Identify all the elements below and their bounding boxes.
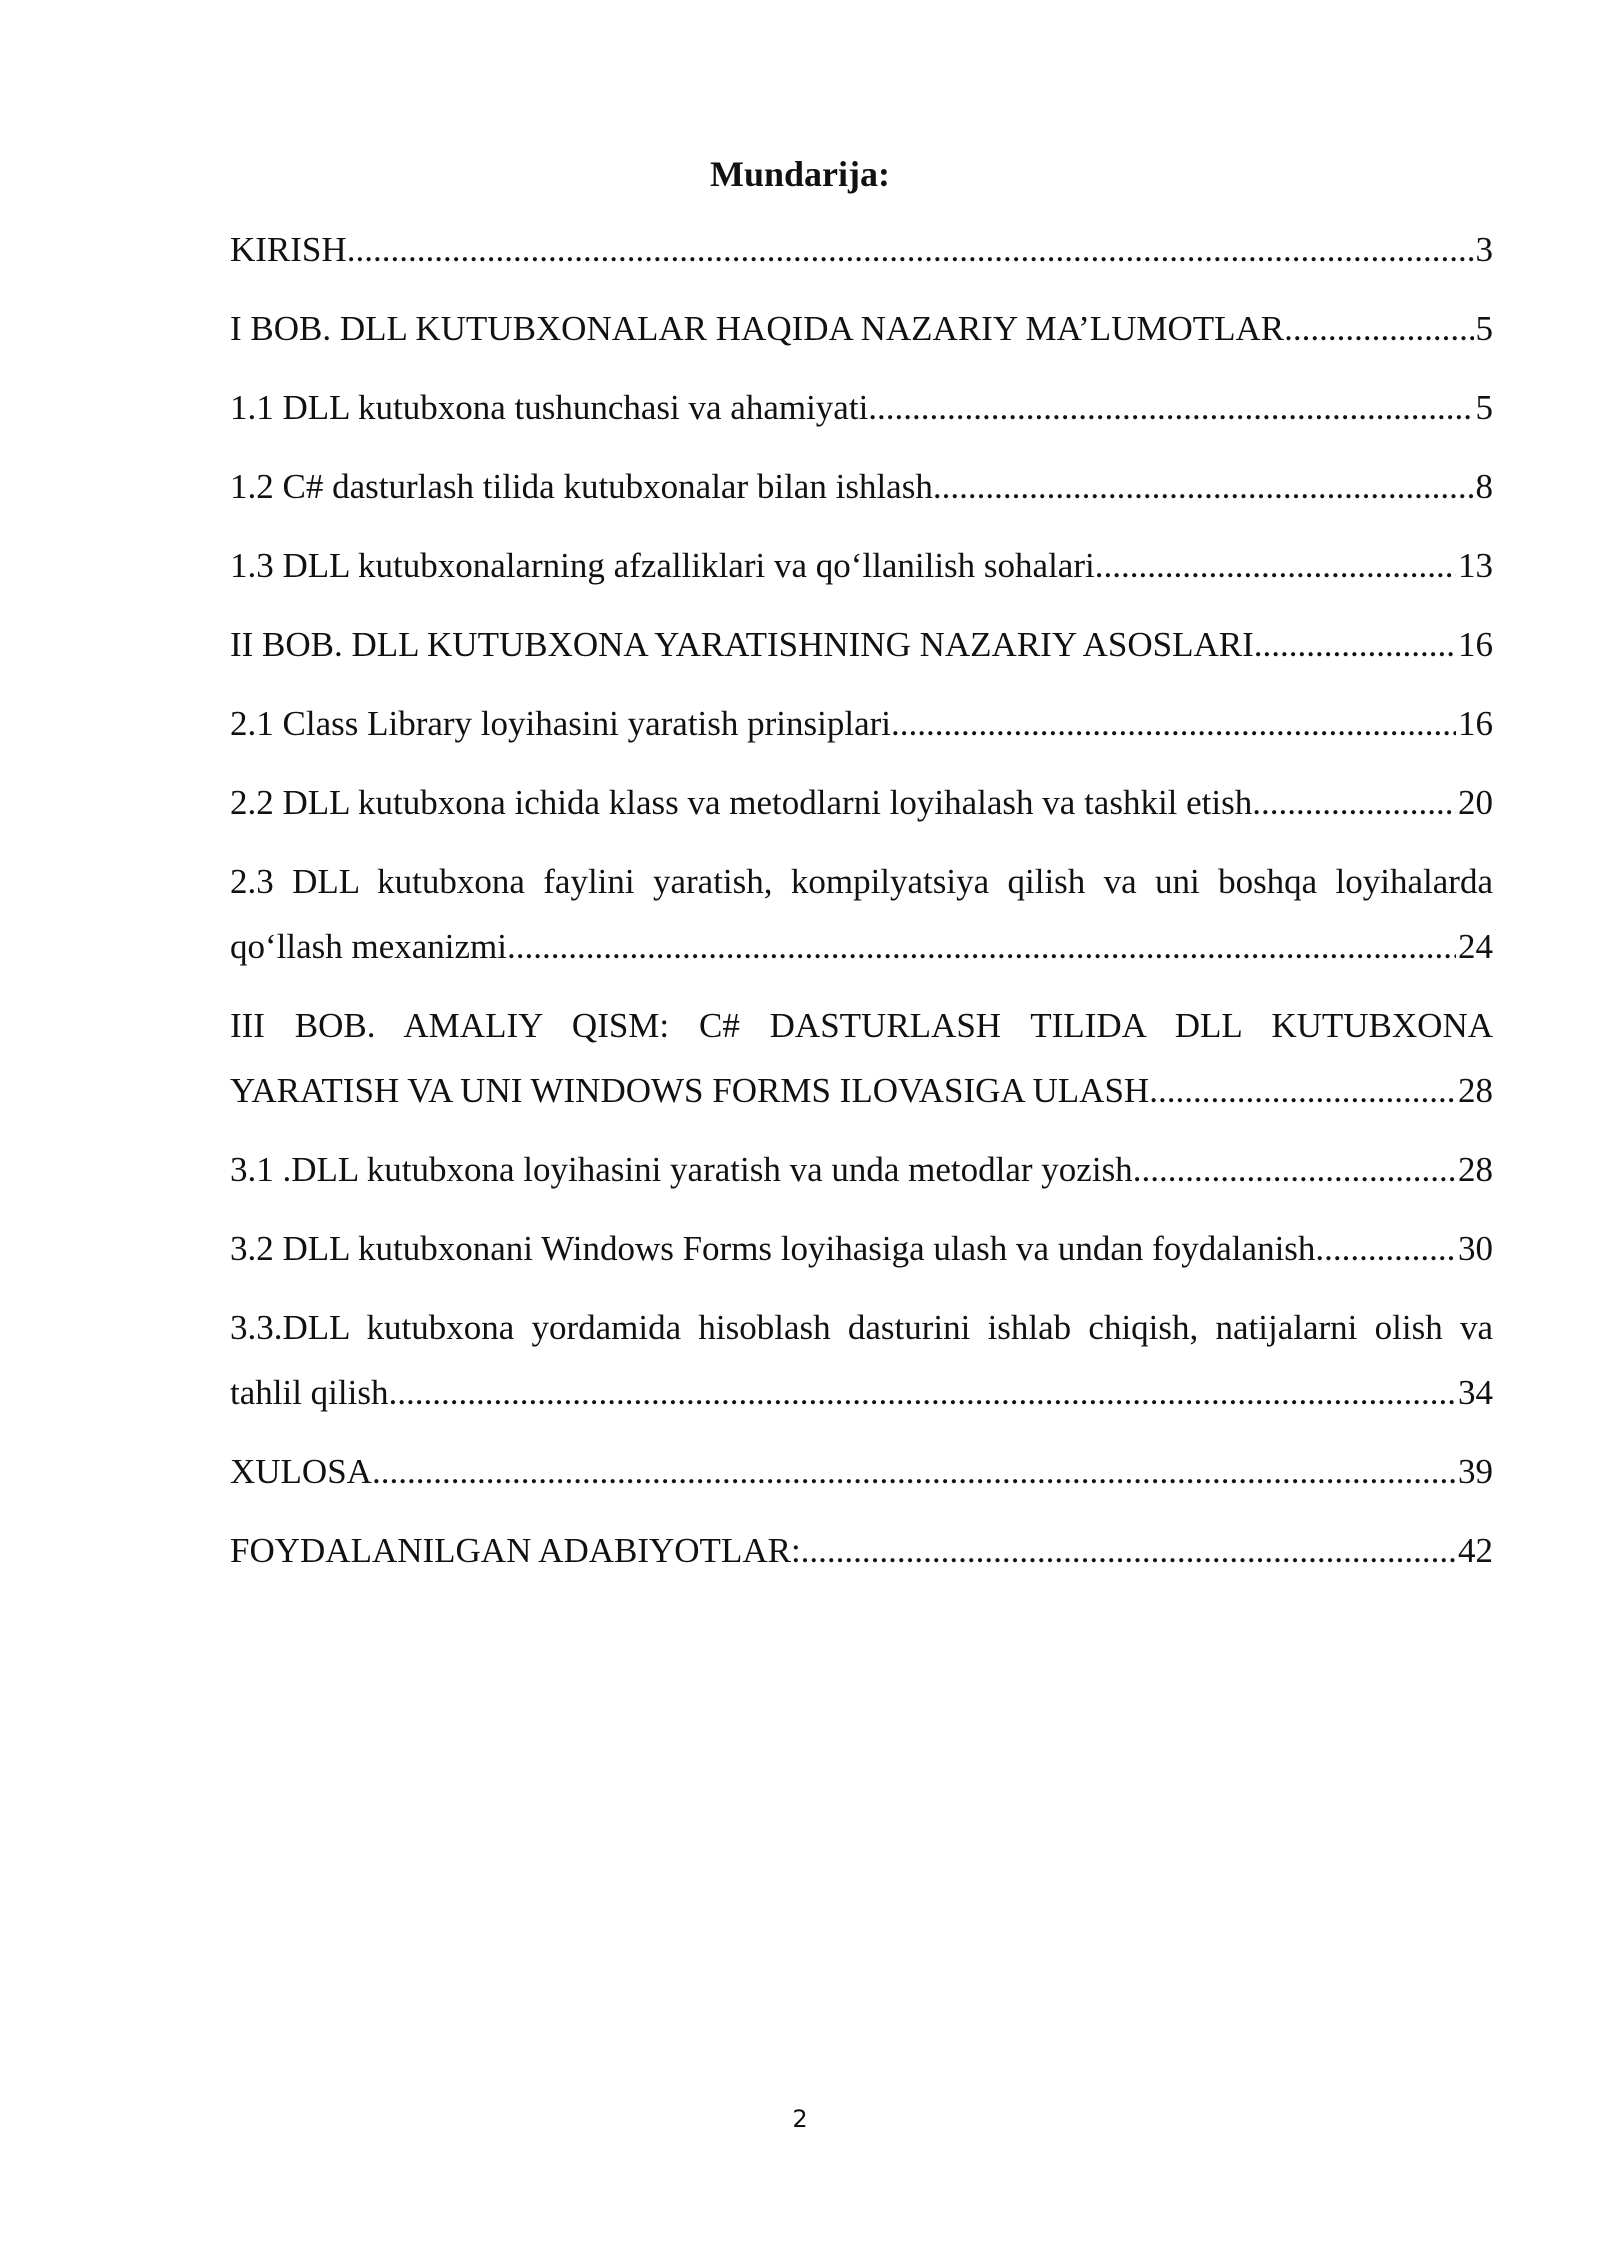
- dot-leader: [868, 368, 1473, 447]
- dot-leader: [1149, 1058, 1456, 1123]
- toc-entry-page: 16: [1458, 625, 1493, 664]
- dot-leader: [1254, 605, 1456, 684]
- toc-entry: [230, 1130, 1493, 1209]
- toc-entry-page: 39: [1458, 1452, 1493, 1491]
- toc-entry-text: 1.2 C# dasturlash tilida kutubxonalar bilan ishlash: [230, 467, 933, 506]
- toc-entry-text: II BOB. DLL KUTUBXONA YARATISHNING NAZARIY ASOSLARI: [230, 625, 1254, 664]
- toc-entry: [230, 1432, 1493, 1511]
- toc-entry-text-line2: tahlil qilish: [230, 1373, 389, 1412]
- toc-entry-text: KIRISH: [230, 230, 347, 269]
- toc-entry-text: FOYDALANILGAN ADABIYOTLAR:: [230, 1531, 801, 1570]
- toc-entry-page: 16: [1458, 704, 1493, 743]
- toc-entry: [230, 986, 1493, 1130]
- toc-entry-page: 5: [1475, 388, 1493, 427]
- dot-leader: [347, 210, 1474, 289]
- toc-entry-text-line2: qo‘llash mexanizmi: [230, 927, 508, 966]
- toc-entry: [230, 526, 1493, 605]
- toc-entry: [230, 1511, 1493, 1590]
- toc-entry: [230, 289, 1493, 368]
- toc-entry-line2: [230, 1058, 1493, 1123]
- toc-entry-line2: [230, 1360, 1493, 1425]
- toc-entry-page: 28: [1458, 1071, 1493, 1110]
- toc-entry: [230, 447, 1493, 526]
- toc-entry-text: 3.1 .DLL kutubxona loyihasini yaratish va unda metodlar yozish: [230, 1150, 1133, 1189]
- toc-entry: [230, 1209, 1493, 1288]
- toc-entry-page: 3: [1475, 230, 1493, 269]
- toc-entry: [230, 210, 1493, 289]
- toc-entry-line2: [230, 914, 1493, 979]
- toc-entry-text: 1.3 DLL kutubxonalarning afzalliklari va qo‘llanilish sohalari: [230, 546, 1095, 585]
- toc-entry-page: 42: [1458, 1531, 1493, 1570]
- dot-leader: [1315, 1209, 1456, 1288]
- toc-entry-text-line1: 3.3.DLL kutubxona yordamida hisoblash dasturini ishlab chiqish, natijalarni olish va: [230, 1308, 1493, 1347]
- toc-entry-text: 1.1 DLL kutubxona tushunchasi va ahamiyati: [230, 388, 869, 427]
- toc-entry-page: 20: [1458, 783, 1493, 822]
- page-number: 2: [792, 2105, 808, 2133]
- toc-entry: [230, 684, 1493, 763]
- toc-entry-text: 2.2 DLL kutubxona ichida klass va metodlarni loyihalash va tashkil etish: [230, 783, 1253, 822]
- dot-leader: [933, 447, 1474, 526]
- toc-entry-page: 34: [1458, 1373, 1493, 1412]
- dot-leader: [1284, 289, 1473, 368]
- toc-entry-text: 3.2 DLL kutubxonani Windows Forms loyihasiga ulash va undan foydalanish: [230, 1229, 1316, 1268]
- toc-entry: [230, 605, 1493, 684]
- dot-leader: [1095, 526, 1456, 605]
- toc-entry-text-line2: YARATISH VA UNI WINDOWS FORMS ILOVASIGA ULASH: [230, 1071, 1150, 1110]
- toc-entry-page: 5: [1475, 309, 1493, 348]
- dot-leader: [507, 914, 1456, 979]
- toc-entry-page: 8: [1475, 467, 1493, 506]
- toc-entry-page: 24: [1458, 927, 1493, 966]
- dot-leader: [372, 1432, 1456, 1511]
- toc-entry: [230, 1288, 1493, 1432]
- toc-title: Mundarija:: [710, 154, 890, 194]
- toc-entry-text: XULOSA: [230, 1452, 372, 1491]
- toc-entry-text-line1: III BOB. AMALIY QISM: C# DASTURLASH TILIDA DLL KUTUBXONA: [230, 1006, 1493, 1045]
- toc-entry-text: 2.1 Class Library loyihasini yaratish prinsiplari: [230, 704, 892, 743]
- toc-entry-page: 13: [1458, 546, 1493, 585]
- dot-leader: [1252, 763, 1456, 842]
- dot-leader: [1133, 1130, 1456, 1209]
- toc-entry-page: 30: [1458, 1229, 1493, 1268]
- toc-entry: [230, 842, 1493, 986]
- toc-entry-page: 28: [1458, 1150, 1493, 1189]
- toc-entry: [230, 368, 1493, 447]
- dot-leader: [388, 1360, 1456, 1425]
- table-of-contents: [230, 210, 1493, 1590]
- dot-leader: [801, 1511, 1456, 1590]
- toc-entry-text: I BOB. DLL KUTUBXONALAR HAQIDA NAZARIY MA’LUMOTLAR: [230, 309, 1285, 348]
- toc-entry-text-line1: 2.3 DLL kutubxona faylini yaratish, kompilyatsiya qilish va uni boshqa loyihalarda: [230, 862, 1493, 901]
- dot-leader: [891, 684, 1456, 763]
- toc-entry: [230, 763, 1493, 842]
